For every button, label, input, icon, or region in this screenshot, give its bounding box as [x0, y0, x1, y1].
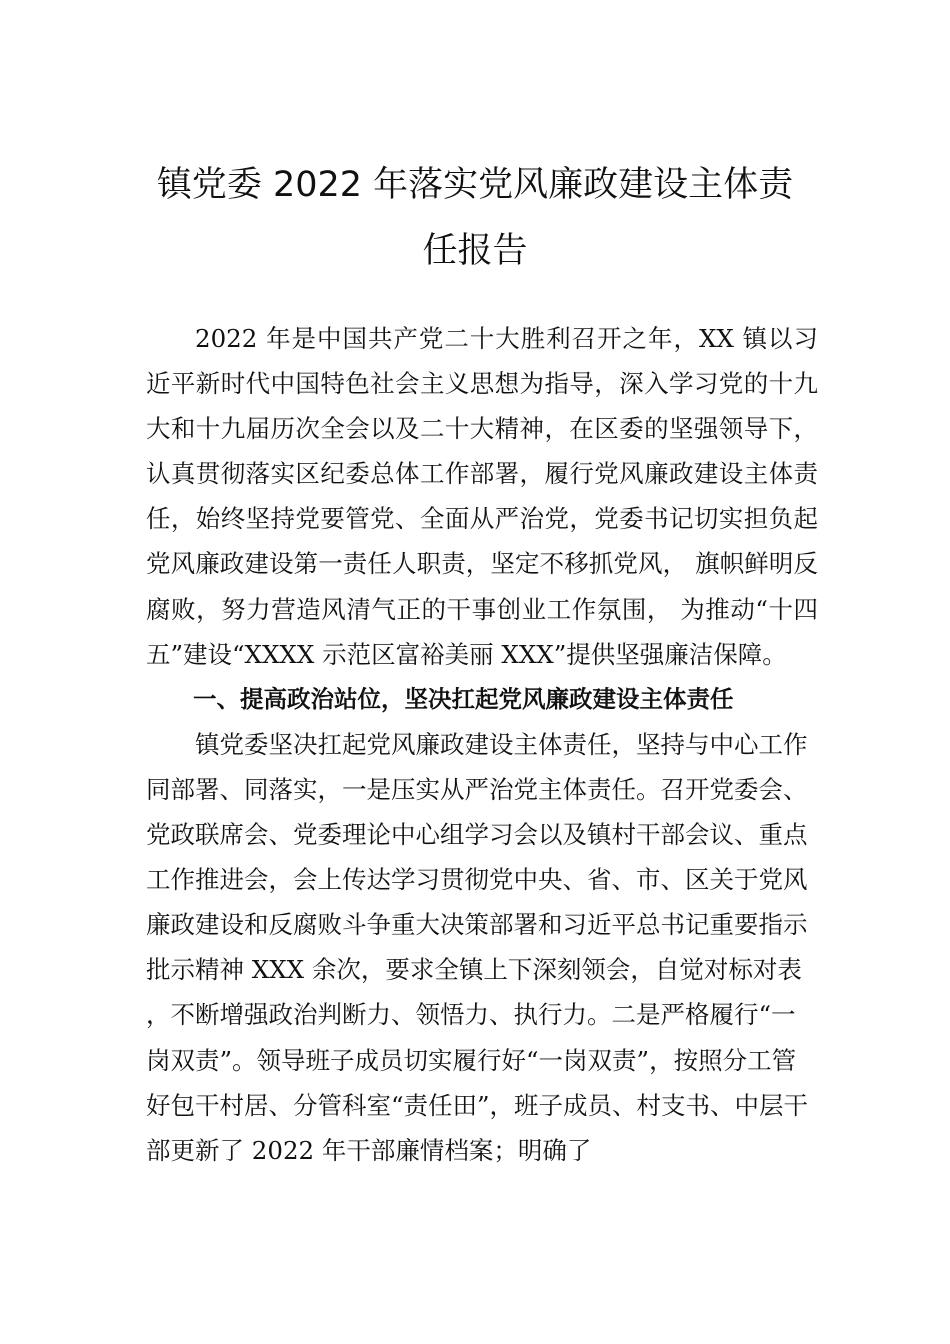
intro-paragraph: 2022 年是中国共产党二十大胜利召开之年，XX 镇以习近平新时代中国特色社会主义思想为指导，深入学习党的十九大和十九届历次全会以及二十大精神，在区委的坚强领导下，认真贯彻落实区纪委总体工作部署，履行党风廉政建设主体责任，始终坚持党要管党、全面从严治党，党委书记切实担负起党风廉政建设第一责任人职责，坚定不移抓党风， 旗帜鲜明反腐败，努力营造风清气正的干事创业工作氛围， 为推动“十四五”建设“XXXX 示范区富裕美丽 XXX”提供坚强廉洁保障。	[146, 324, 818, 669]
section-1-paragraph: 镇党委坚决扛起党风廉政建设主体责任，坚持与中心工作同部署、同落实，一是压实从严治党主体责任。召开党委会、党政联席会、党委理论中心组学习会以及镇村干部会议、重点工作推进会，会上传达学习贯彻党中央、省、市、区关于党风廉政建设和反腐败斗争重大决策部署和习近平总书记重要指示批示精神 XXX 余次，要求全镇上下深刻领会，自觉对标对表，不断增强政治判断力、领悟力、执行力。二是严格履行“一岗双责”。领导班子成员切实履行好“一岗双责”，按照分工管好包干村居、分管科室“责任田”，班子成员、村支书、中层干部更新了 2022 年干部廉情档案；明确了	[146, 729, 809, 1165]
section-1-heading: 一、提高政治站位，坚决扛起党风廉政建设主体责任	[193, 684, 734, 713]
document-title: 镇党委 2022 年落实党风廉政建设主体责任报告	[156, 165, 794, 271]
document-body	[146, 316, 818, 1173]
